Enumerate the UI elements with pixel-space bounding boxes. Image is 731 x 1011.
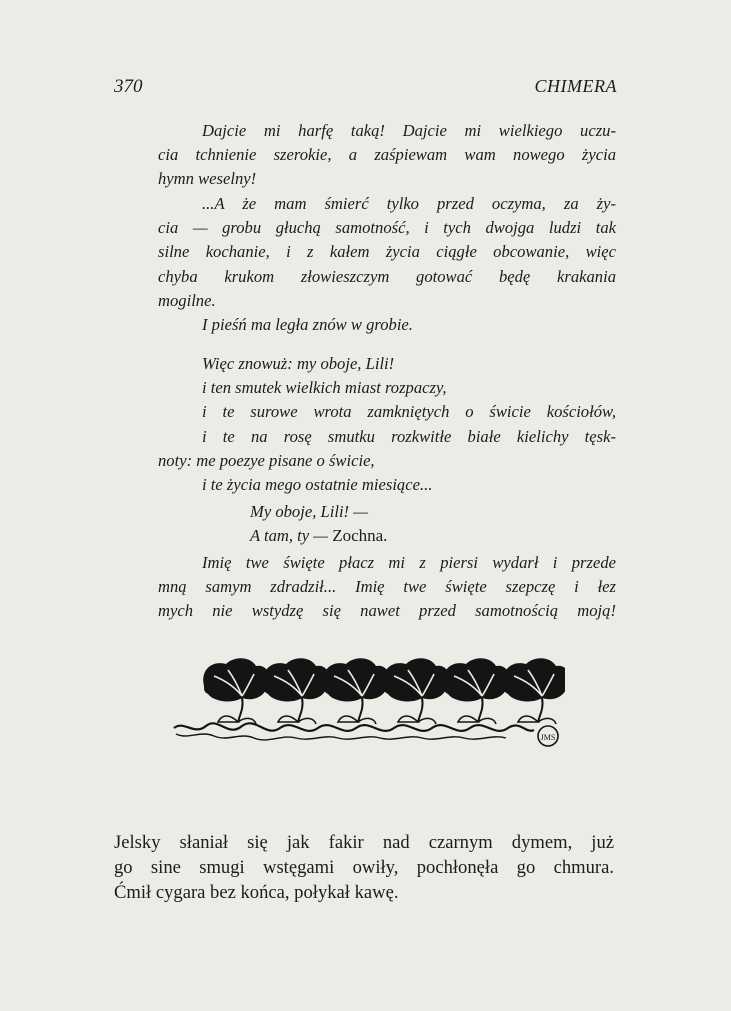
text-line: silne kochanie, i z kałem życia ciągłe obcowanie, więc (158, 242, 616, 262)
text-line: mych nie wstydzę się nawet przed samotnością moją! (158, 601, 616, 621)
text-line: i ten smutek wielkich miast rozpaczy, (202, 378, 447, 398)
poppy-flower-icon (443, 658, 509, 724)
text-segment: A tam, ty — (250, 526, 333, 546)
name-zochna: Zochna. (332, 526, 388, 546)
text-line: i te na rosę smutku rozkwitłe białe kielichy tęsk- (202, 426, 616, 446)
running-title: CHIMERA (534, 76, 617, 96)
text-line: Imię twe święte płacz mi z piersi wydarł i przede (202, 553, 616, 572)
text-line: mną samym zdradził... Imię twe święte szepczę i łez (158, 577, 616, 597)
poppy-flower-icon (203, 658, 269, 724)
text-line: Jelsky słaniał się jak fakir nad czarnym dymem, już (114, 832, 614, 853)
text-line: chyba krukom złowieszczym gotować będę krakania (158, 266, 616, 286)
page-number: 370 (114, 76, 143, 97)
text-line: mogilne. (158, 290, 216, 310)
ribbon-base (174, 723, 534, 731)
text-line: My oboje, Lili! — (250, 502, 368, 521)
poem-paragraph-6 (158, 551, 616, 624)
poppy-flower-icon (383, 658, 449, 724)
text-line: I pieśń ma legła znów w grobie. (202, 315, 413, 334)
poppy-flower-icon (323, 658, 389, 724)
poppy-flower-icon (263, 658, 329, 724)
text-line: Ćmił cygara bez końca, połykał kawę. (114, 882, 399, 903)
text-line: noty: me poezye pisane o świcie, (158, 450, 375, 470)
text-line: i te życia mego ostatnie miesiące... (202, 475, 433, 495)
prose-paragraph (114, 830, 614, 905)
poem-paragraph-3 (158, 313, 616, 337)
monogram-text: JMS (540, 733, 556, 742)
poem-paragraph-2 (158, 192, 616, 313)
poppy-ornament (170, 650, 565, 752)
text-line: Dajcie mi harfę taką! Dajcie mi wielkiego uczu- (202, 121, 616, 140)
text-line: hymn weselny! (158, 169, 257, 189)
poem-paragraph-1 (158, 119, 616, 192)
monogram-badge (538, 726, 558, 746)
text-line (158, 524, 616, 548)
poem-paragraph-4 (158, 352, 616, 497)
text-line: ...A że mam śmierć tylko przed oczyma, za ży- (202, 194, 616, 213)
text-line: i te surowe wrota zamkniętych o świcie kościołów, (202, 402, 616, 422)
text-line: cia tchnienie szerokie, a zaśpiewam wam nowego życia (158, 145, 616, 165)
text-line: Więc znowuż: my oboje, Lili! (202, 354, 395, 373)
text-line: go sine smugi wstęgami owiły, pochłonęła go chmura. (114, 857, 614, 878)
poppy-flower-icon (503, 658, 565, 724)
ribbon-base-inner (176, 734, 506, 740)
poem-paragraph-5 (158, 500, 616, 548)
text-line: cia — grobu głuchą samotność, i tych dwojga ludzi tak (158, 218, 616, 238)
